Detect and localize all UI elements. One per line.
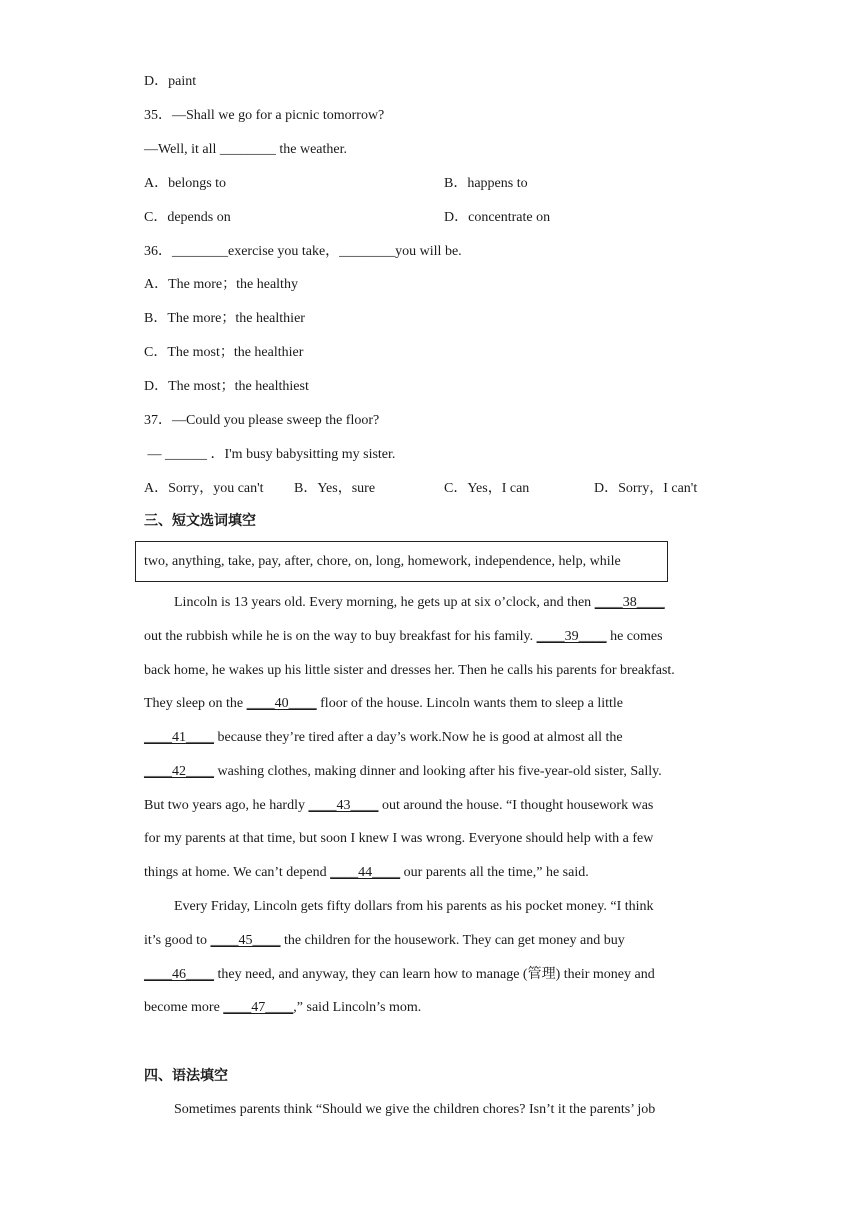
passage-line-1: Lincoln is 13 years old. Every morning, he gets up at six o’clock, and then ____38____ [174,595,665,610]
q35-line2: —Well, it all ________ the weather. [144,142,347,157]
blank-39: ____39____ [536,629,607,644]
q37-option-a: A．Sorry，you can't [144,481,264,496]
q35-option-c: C．depends on [144,210,231,225]
q36-option-a: A．The more；the healthy [144,277,298,292]
q36-option-b: B．The more；the healthier [144,311,305,326]
passage-line-11: it’s good to ____45____ the children for the housework. They can get money and buy [144,933,625,948]
passage-line-9: things at home. We can’t depend ____44____ our parents all the time,” he said. [144,865,589,880]
blank-46: ____46____ [144,967,214,982]
q37-options [144,479,744,499]
q35-stem: 35．—Shall we go for a picnic tomorrow? [144,108,385,123]
blank-45: ____45____ [210,933,281,948]
blank-47: ____47____ [223,1000,294,1015]
section3-heading: 三、短文选词填空 [144,513,256,529]
passage-line-3: back home, he wakes up his little sister and dresses her. Then he calls his parents for breakfast. [144,663,675,678]
q34-option-d: D．paint [144,74,197,89]
blank-42: ____42____ [144,764,214,779]
word-bank-text: two, anything, take, pay, after, chore, on, long, homework, independence, help, while [144,554,621,569]
q35-option-b: B．happens to [444,176,528,191]
q36-stem: 36．________exercise you take，________you will be. [144,244,462,259]
blank-40: ____40____ [246,696,317,711]
q37-stem: 37．—Could you please sweep the floor? [144,413,380,428]
passage-line-5: ____41____ because they’re tired after a day’s work.Now he is good at almost all the [144,730,623,745]
passage-line-7: But two years ago, he hardly ____43____ out around the house. “I thought housework was [144,798,654,813]
q37-option-d: D．Sorry，I can't [594,481,698,496]
blank-41: ____41____ [144,730,214,745]
passage-line-4: They sleep on the ____40____ floor of the house. Lincoln wants them to sleep a little [144,696,624,711]
passage-line-10: Every Friday, Lincoln gets fifty dollars from his parents as his pocket money. “I think [174,899,654,914]
section4-heading: 四、语法填空 [144,1068,228,1084]
passage-line-13: become more ____47____,” said Lincoln’s mom. [144,1000,422,1015]
q35-option-d: D．concentrate on [444,210,551,225]
q36-option-c: C．The most；the healthier [144,345,304,360]
passage-line-6: ____42____ washing clothes, making dinner and looking after his five-year-old sister, Sally. [144,764,662,779]
passage-line-2: out the rubbish while he is on the way to buy breakfast for his family. ____39____ he comes [144,629,663,644]
blank-43: ____43____ [308,798,379,813]
section4-line-1: Sometimes parents think “Should we give the children chores? Isn’t it the parents’ job [174,1102,656,1117]
passage-line-8: for my parents at that time, but soon I knew I was wrong. Everyone should help with a few [144,831,654,846]
blank-38: ____38____ [594,595,665,610]
q37-option-b: B．Yes，sure [294,481,376,496]
q36-option-d: D．The most；the healthiest [144,379,309,394]
word-bank-box [135,541,668,582]
q37-line2: — ______ ．I'm busy babysitting my sister. [144,447,396,462]
blank-44: ____44____ [330,865,401,880]
q35-option-a: A．belongs to [144,176,227,191]
passage-line-12: ____46____ they need, and anyway, they can learn how to manage (管理) their money and [144,967,655,982]
q37-option-c: C．Yes，I can [444,481,530,496]
